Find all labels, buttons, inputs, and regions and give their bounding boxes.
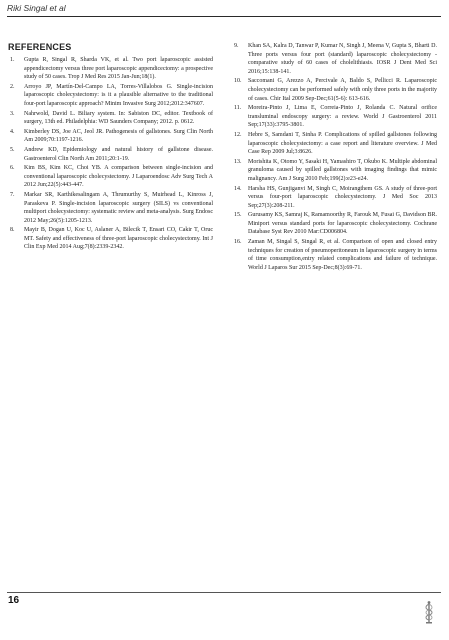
- reference-number: 5.: [10, 146, 15, 153]
- reference-text: Moreira-Pinto J, Lima E, Correia-Pinto J, Rolanda C. Natural orifice transluminal endoscopy surgery: a review. World J Gastroenterol 2011 Sep;17(33):3795-3801.: [248, 105, 437, 129]
- reference-text: Arroyo JP, Martín-Del-Campo LA, Torres-Villalobos G. Single-incision laparoscopic cholecystectomy: is it a plausible alternative to the traditional four-port laparoscopic approach? Minim Invasive Surg 2012;2012:347607.: [24, 83, 213, 107]
- reference-number: 3.: [10, 110, 15, 117]
- page-number: 16: [8, 595, 20, 606]
- references-column-right: [232, 42, 437, 273]
- publisher-logo-icon: [423, 600, 435, 626]
- reference-text: Khan SA, Kalra D, Tanwar P, Kumar N, Singh J, Meena V, Gupta S, Bharti D. Three ports versus four port (standard) laparoscopic cholecystectomy - comparative study of 60 cases of cholelithiasis. IOSR J Dent Med Sci 2016;15:138-141.: [248, 43, 437, 75]
- reference-text: Nahrwold, David L. Biliary system. In: Sabiston DC, editor. Textbook of surgery, 13th ed. Philadelphia: WD Saunders Company; 2012. p. 0612.: [24, 110, 213, 126]
- reference-number: 12.: [234, 131, 242, 138]
- reference-number: 13.: [234, 158, 242, 165]
- reference-text: Hebre S, Samdani T, Sinha P. Complications of spilled gallstones following laparoscopic cholecystectomy: a case report and literature overview. J Med Case Rep 2009 Jul;3:8626.: [248, 131, 437, 156]
- reference-number: 14.: [234, 185, 242, 192]
- reference-number: 15.: [234, 212, 242, 219]
- reference-text: Andrew KD, Epidemiology and natural history of gallstone disease. Gastroenterol Clin North Am 2011;20:1-19.: [24, 146, 213, 162]
- reference-item: [8, 226, 213, 252]
- reference-list-right: [232, 42, 437, 272]
- reference-text: Morishita K, Otomo Y, Sasaki H, Yamashiro T, Okubo K. Multiple abdominal granuloma caused by spilled gallstones with imaging findings that mimic malignancy. Am J Surg 2010 Feb;199(2):e23-e24.: [248, 158, 437, 182]
- reference-item: [8, 110, 213, 127]
- reference-item: [232, 104, 437, 130]
- reference-number: 7.: [10, 191, 15, 198]
- reference-list-left: [8, 56, 213, 252]
- reference-text: Kim BS, Kim KC, Choi YB. A comparison between single-incision and conventional laparoscopic cholecystectomy. J Laparoendosc Adv Surg Tech A 2012 Jun;22(5):443-447.: [24, 165, 213, 189]
- reference-number: 11.: [234, 105, 242, 112]
- reference-item: [8, 83, 213, 109]
- references-heading: REFERENCES: [8, 42, 72, 52]
- reference-text: Markar SR, Karthikesalingam A, Thrumurthy S, Muirhead L, Kinross J, Paraskeva P. Single-incision laparoscopic surgery (SILS) vs conventional multiport cholecystectomy: systematic review and meta-analysis. Surg Endosc 2012 May;26(5):1205-1213.: [24, 191, 213, 224]
- reference-number: 8.: [10, 227, 15, 234]
- reference-text: Gurusamy KS, Samraj K, Ramamoorthy R, Farouk M, Fusai G, Davidson BR. Miniport versus standard ports for laparoscopic cholecystectomy. Cochrane Database Syst Rev 2010 Mar:CD006804.: [248, 212, 437, 236]
- reference-text: Saccomani G, Arezzo A, Percivale A, Baldo S, Pellicci R. Laparoscopic cholecystectomy can be performed safely with only three ports in the majority of cases. Chir Ital 2009 Sep-Dec;61(5-6): 613-616.: [248, 78, 437, 102]
- reference-text: Gupta R, Singal R, Sharda VK, et al. Two port laparoscopic assisted appendicectomy versus three port laparoscopic appendicectomy: a prospective study of 50 cases. Trop J Med Res 2015 Jan-Jun;18(1).: [24, 57, 213, 81]
- reference-item: [8, 164, 213, 190]
- reference-item: [232, 158, 437, 184]
- reference-number: 6.: [10, 165, 15, 172]
- reference-item: [232, 77, 437, 103]
- reference-number: 9.: [234, 43, 239, 49]
- reference-number: 10.: [234, 78, 242, 85]
- reference-number: 2.: [10, 83, 15, 90]
- reference-item: [232, 42, 437, 76]
- reference-number: 16.: [234, 239, 242, 246]
- reference-item: [8, 128, 213, 145]
- footer-rule: [7, 592, 441, 593]
- reference-text: Mayir B, Dogan U, Koc U, Aslaner A, Bilecik T, Ensari CO, Cakir T, Oruc MT. Safety and effectiveness of three-port laparoscopic cholecystectomy. Int J Clin Exp Med 2014 Aug;7(8):2339-2342.: [24, 227, 213, 251]
- reference-item: [232, 185, 437, 211]
- references-column-left: [8, 56, 213, 253]
- reference-item: [8, 56, 213, 82]
- reference-item: [8, 191, 213, 225]
- reference-number: 4.: [10, 128, 15, 135]
- header-rule: [7, 16, 441, 17]
- reference-number: 1.: [10, 57, 15, 63]
- reference-item: [232, 238, 437, 272]
- reference-text: Kimberley DS, Joe AC, Jeol JR. Pathogenesis of gallstones. Surg Clin North Am 2009;70:1197-1216.: [24, 128, 213, 144]
- reference-text: Zaman M, Singal S, Singal R, et al. Comparison of open and closed entry techniques for creation of pneumoperitoneum in laparoscopic surgery in terms of time consumption,entry related complications and failure of technique. World J Laparos Sur 2015 Sep-Dec;8(3):69-71.: [248, 239, 437, 271]
- reference-item: [8, 146, 213, 163]
- reference-item: [232, 211, 437, 237]
- reference-item: [232, 131, 437, 157]
- reference-text: Harsha HS, Gunjiganvi M, Singh C, Moirangthem GS. A study of three-port versus four-port laparoscopic cholecystectomy. J Med Soc 2013 Sep;27(3):208-211.: [248, 185, 437, 209]
- running-header-author: Riki Singal et al: [7, 3, 66, 13]
